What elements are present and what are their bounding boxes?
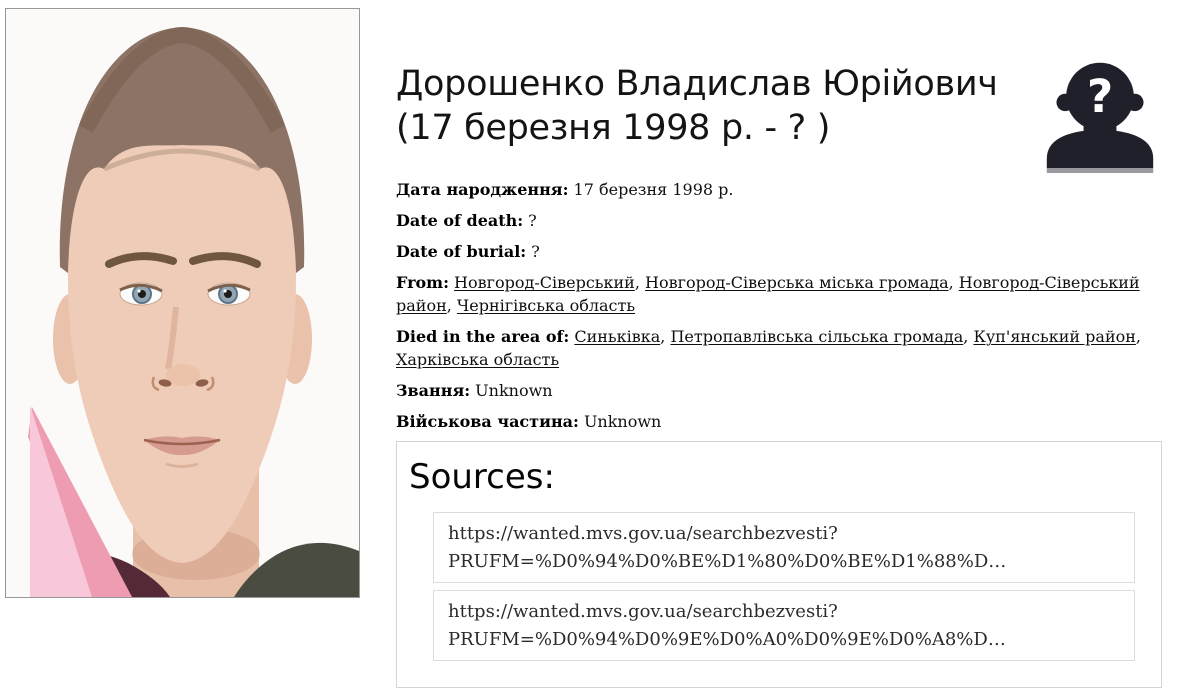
- death-date-label: Date of death:: [396, 211, 524, 230]
- died-area-label: Died in the area of:: [396, 327, 570, 346]
- svg-text:?: ?: [1086, 70, 1114, 124]
- portrait-photo: [5, 8, 360, 598]
- source-1-url-line-2: PRUFM=%D0%94%D0%BE%D1%80%D0%BE%D1%88%D…: [448, 550, 1007, 572]
- source-link-2[interactable]: [433, 590, 1135, 661]
- field-died-area: Died in the area of: Синьківка, Петропавлівська сільська громада, Куп'янський район, Харківська область: [396, 327, 1141, 369]
- died-area-link-raion[interactable]: Куп'янський район: [973, 327, 1136, 346]
- page-title: [396, 62, 998, 150]
- rank-label: Звання:: [396, 381, 471, 400]
- field-from: From: Новгород-Сіверський, Новгород-Сіверська міська громада, Новгород-Сіверський район, Чернігівська область: [396, 273, 1140, 315]
- person-dates: (17 березня 1998 р. - ? ): [396, 108, 831, 148]
- field-burial-date: [396, 240, 1162, 263]
- died-area-link-oblast[interactable]: Харківська область: [396, 350, 560, 369]
- burial-date-label: Date of burial:: [396, 242, 527, 261]
- rank-value: Unknown: [475, 381, 553, 400]
- source-link-1[interactable]: [433, 512, 1135, 583]
- unknown-person-icon: [1038, 56, 1162, 174]
- fields: [396, 178, 1162, 433]
- birth-date-value: 17 березня 1998 р.: [573, 180, 734, 199]
- source-2-url-line-1: https://wanted.mvs.gov.ua/searchbezvesti?: [448, 601, 838, 622]
- death-date-value: ?: [528, 211, 537, 230]
- source-1-url-line-1: https://wanted.mvs.gov.ua/searchbezvesti?: [448, 523, 838, 544]
- from-link-raion[interactable]: Новгород-Сіверський район: [396, 273, 1140, 315]
- sources-section: [396, 441, 1162, 688]
- sources-title: Sources:: [409, 457, 555, 497]
- field-rank: [396, 379, 1162, 402]
- field-death-date: [396, 209, 1162, 232]
- person-name: Дорошенко Владислав Юрійович: [396, 64, 998, 104]
- field-birth-date: [396, 178, 1162, 201]
- field-military-unit: [396, 410, 1162, 433]
- from-link-settlement[interactable]: Новгород-Сіверський: [454, 273, 635, 292]
- header-row: [396, 56, 1162, 174]
- birth-date-label: Дата народження:: [396, 180, 569, 199]
- died-area-link-settlement[interactable]: Синьківка: [574, 327, 661, 346]
- burial-date-value: ?: [531, 242, 540, 261]
- military-unit-value: Unknown: [583, 412, 662, 431]
- from-link-hromada[interactable]: Новгород-Сіверська міська громада: [645, 273, 949, 292]
- source-2-url-line-2: PRUFM=%D0%94%D0%9E%D0%A0%D0%9E%D0%A8%D…: [448, 628, 1006, 650]
- died-area-link-hromada[interactable]: Петропавлівська сільська громада: [670, 327, 964, 346]
- portrait-illustration: [6, 9, 359, 597]
- from-label: From:: [396, 273, 450, 292]
- from-link-oblast[interactable]: Чернігівська область: [456, 296, 636, 315]
- military-unit-label: Військова частина:: [396, 412, 579, 431]
- profile-content: [396, 0, 1162, 688]
